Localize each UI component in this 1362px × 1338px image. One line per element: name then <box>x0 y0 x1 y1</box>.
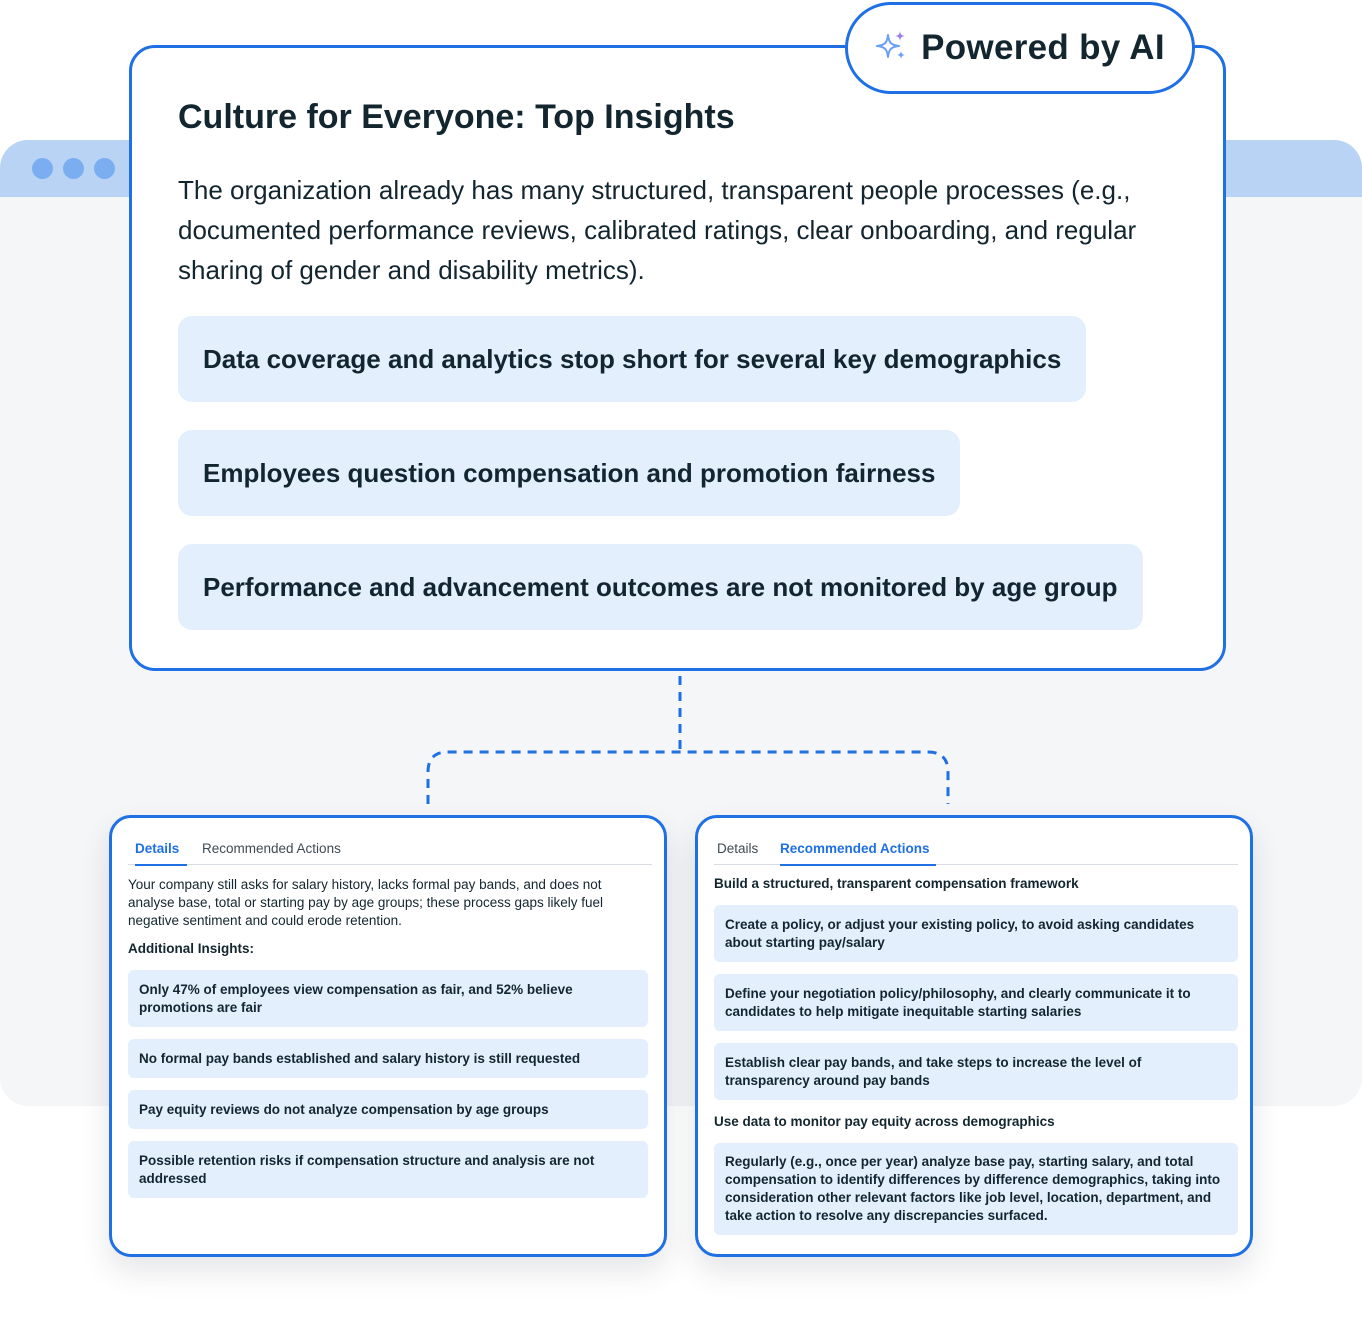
insight-detail-item[interactable]: Only 47% of employees view compensation as fair, and 52% believe promotions are fair <box>128 970 648 1027</box>
action-item[interactable]: Define your negotiation policy/philosophy, and clearly communicate it to candidates to help mitigate inequitable starting salaries <box>714 974 1238 1031</box>
details-card <box>109 815 667 1257</box>
tab-recommended-actions[interactable]: Recommended Actions <box>780 840 936 866</box>
action-group-heading: Build a structured, transparent compensation framework <box>714 876 1079 891</box>
additional-insights-label: Additional Insights: <box>128 941 254 956</box>
sparkle-icon <box>875 29 909 68</box>
action-item[interactable]: Regularly (e.g., once per year) analyze base pay, starting salary, and total compensation to identify differences by difference demographics, taking into consideration other relevant factors like job level, location, department, and take action to resolve any discrepancies surfaced. <box>714 1143 1238 1235</box>
action-item[interactable]: Create a policy, or adjust your existing policy, to avoid asking candidates about starting pay/salary <box>714 905 1238 962</box>
insight-item[interactable]: Data coverage and analytics stop short for several key demographics <box>178 316 1086 402</box>
tab-bar <box>128 840 652 865</box>
tab-bar <box>714 840 1238 865</box>
powered-by-ai-badge <box>845 2 1195 94</box>
tab-recommended-actions[interactable]: Recommended Actions <box>202 841 341 856</box>
insight-item[interactable]: Performance and advancement outcomes are not monitored by age group <box>178 544 1143 630</box>
action-group-heading: Use data to monitor pay equity across demographics <box>714 1114 1055 1129</box>
recommended-actions-card <box>695 815 1253 1257</box>
insight-detail-item[interactable]: Pay equity reviews do not analyze compensation by age groups <box>128 1090 648 1129</box>
tab-details[interactable]: Details <box>135 840 187 866</box>
badge-label: Powered by AI <box>921 28 1165 67</box>
insight-item[interactable]: Employees question compensation and promotion fairness <box>178 430 960 516</box>
page-title: Culture for Everyone: Top Insights <box>178 98 735 136</box>
tab-details[interactable]: Details <box>717 841 759 856</box>
insight-detail-item[interactable]: No formal pay bands established and salary history is still requested <box>128 1039 648 1078</box>
details-summary: Your company still asks for salary history, lacks formal pay bands, and does not analyse base, total or starting pay by age groups; these process gaps likely fuel negative sentiment and could erode retention. <box>128 877 604 928</box>
insight-detail-item[interactable]: Possible retention risks if compensation structure and analysis are not addressed <box>128 1141 648 1198</box>
action-item[interactable]: Establish clear pay bands, and take steps to increase the level of transparency around pay bands <box>714 1043 1238 1100</box>
insights-description: The organization already has many structured, transparent people processes (e.g., documented performance reviews, calibrated ratings, clear onboarding, and regular sharing of gender and disability metrics). <box>178 175 1137 285</box>
